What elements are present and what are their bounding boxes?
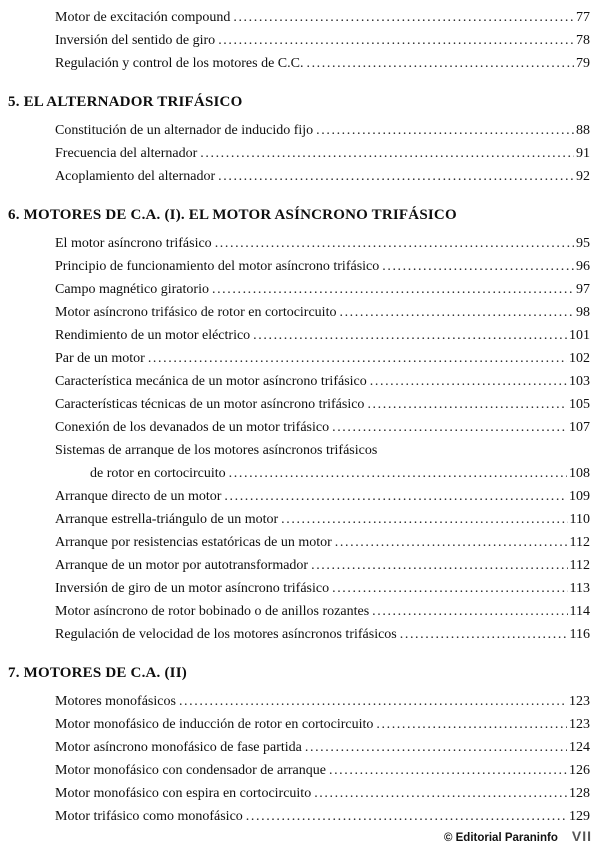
entry-page-number: 79	[576, 56, 590, 71]
entry-page-number: 123	[569, 717, 590, 732]
dot-leader	[253, 324, 567, 347]
toc-entry	[8, 301, 590, 324]
toc-entry	[8, 370, 590, 393]
entry-page-number: 101	[569, 328, 590, 343]
dot-leader	[246, 805, 567, 828]
dot-leader	[200, 142, 574, 165]
entry-title: Acoplamiento del alternador	[55, 169, 216, 184]
entry-page-number: 108	[569, 466, 590, 481]
entry-page-number: 98	[576, 305, 590, 320]
toc-entry	[8, 29, 590, 52]
toc-section	[8, 204, 590, 646]
entry-page-number: 107	[569, 420, 590, 435]
copyright-notice: © Editorial Paraninfo	[443, 832, 558, 844]
dot-leader	[376, 713, 567, 736]
entry-title: Arranque directo de un motor	[55, 489, 222, 504]
dot-leader	[148, 347, 567, 370]
entry-title: Inversión de giro de un motor asíncrono trifásico	[55, 581, 330, 596]
toc-sections	[8, 6, 590, 828]
entry-title: Arranque estrella-triángulo de un motor	[55, 512, 279, 527]
entry-page-number: 103	[569, 374, 590, 389]
dot-leader	[372, 600, 567, 623]
chapter-heading: 6. MOTORES DE C.A. (I). EL MOTOR ASÍNCRONO TRIFÁSICO	[8, 207, 457, 223]
entry-page-number: 96	[576, 259, 590, 274]
toc-entry	[8, 782, 590, 805]
toc-entry	[8, 165, 590, 188]
dot-leader	[212, 278, 574, 301]
toc-entry	[8, 623, 590, 646]
entry-page-number: 126	[569, 763, 590, 778]
dot-leader	[215, 232, 574, 255]
dot-leader	[400, 623, 568, 646]
entry-title: Características técnicas de un motor asíncrono trifásico	[55, 397, 365, 412]
entry-title: Campo magnético giratorio	[55, 282, 209, 297]
chapter-heading: 5. EL ALTERNADOR TRIFÁSICO	[8, 94, 243, 110]
dot-leader	[311, 554, 567, 577]
entry-title: Constitución de un alternador de inducido fijo	[55, 123, 314, 138]
entry-page-number: 95	[576, 236, 590, 251]
entry-page-number: 88	[576, 123, 590, 138]
dot-leader	[179, 690, 567, 713]
toc-entry	[8, 690, 590, 713]
entry-page-number: 91	[576, 146, 590, 161]
toc-entry	[8, 347, 590, 370]
entry-title: Característica mecánica de un motor asíncrono trifásico	[55, 374, 367, 389]
toc-entry	[8, 232, 590, 255]
entry-title: El motor asíncrono trifásico	[55, 236, 212, 251]
entry-page-number: 110	[569, 512, 590, 527]
toc-entry	[8, 6, 590, 29]
entry-page-number: 105	[569, 397, 590, 412]
entry-title: Motor monofásico de inducción de rotor en cortocircuito	[55, 717, 374, 732]
entry-title: Motor de excitación compound	[55, 10, 231, 25]
entry-page-number: 116	[569, 627, 590, 642]
toc-entry	[8, 278, 590, 301]
dot-leader	[306, 52, 574, 75]
toc-entry	[8, 805, 590, 828]
entry-page-number: 114	[569, 604, 590, 619]
entry-page-number: 109	[569, 489, 590, 504]
entry-title: Frecuencia del alternador	[55, 146, 198, 161]
entry-page-number: 128	[569, 786, 590, 801]
dot-leader	[367, 393, 567, 416]
page-footer	[444, 828, 592, 844]
toc-entry	[8, 600, 590, 623]
entry-title: Par de un motor	[55, 351, 145, 366]
entry-page-number: 97	[576, 282, 590, 297]
toc-entry	[8, 554, 590, 577]
toc-entry	[8, 393, 590, 416]
entry-title: Motor trifásico como monofásico	[55, 809, 243, 824]
entry-title: Motor asíncrono monofásico de fase partida	[55, 740, 302, 755]
toc-entry	[8, 142, 590, 165]
dot-leader	[339, 301, 574, 324]
dot-leader	[316, 119, 574, 142]
toc-section	[8, 91, 590, 188]
toc-entry-continuation	[8, 462, 590, 485]
dot-leader	[218, 29, 574, 52]
entry-title-continued: de rotor en cortocircuito	[90, 466, 226, 481]
entry-page-number: 77	[576, 10, 590, 25]
entry-title: Rendimiento de un motor eléctrico	[55, 328, 251, 343]
entry-title: Inversión del sentido de giro	[55, 33, 216, 48]
toc-entry	[8, 759, 590, 782]
toc-entry	[8, 255, 590, 278]
page-number: VII	[571, 828, 592, 844]
toc-entry	[8, 324, 590, 347]
dot-leader	[229, 462, 567, 485]
dot-leader	[233, 6, 574, 29]
entry-title: Regulación y control de los motores de C.C.	[55, 56, 304, 71]
entry-page-number: 78	[576, 33, 590, 48]
dot-leader	[332, 416, 567, 439]
dot-leader	[382, 255, 574, 278]
entry-title: Principio de funcionamiento del motor asíncrono trifásico	[55, 259, 380, 274]
entry-page-number: 112	[569, 535, 590, 550]
toc-section	[8, 6, 590, 75]
toc-entry	[8, 531, 590, 554]
toc-entry	[8, 119, 590, 142]
entry-title: Regulación de velocidad de los motores asíncronos trifásicos	[55, 627, 397, 642]
entry-page-number: 112	[569, 558, 590, 573]
toc-entry	[8, 439, 590, 462]
chapter-heading: 7. MOTORES DE C.A. (II)	[8, 665, 187, 681]
dot-leader	[314, 782, 567, 805]
dot-leader	[370, 370, 567, 393]
toc-entry	[8, 736, 590, 759]
toc-entry	[8, 577, 590, 600]
dot-leader	[332, 577, 567, 600]
toc-entry	[8, 485, 590, 508]
dot-leader	[305, 736, 567, 759]
dot-leader	[329, 759, 567, 782]
entry-title: Motores monofásicos	[55, 694, 176, 709]
entry-title: Arranque de un motor por autotransformador	[55, 558, 309, 573]
entry-page-number: 113	[569, 581, 590, 596]
entry-page-number: 92	[576, 169, 590, 184]
dot-leader	[224, 485, 567, 508]
entry-title: Motor asíncrono trifásico de rotor en cortocircuito	[55, 305, 337, 320]
toc-entry	[8, 713, 590, 736]
toc-entry	[8, 416, 590, 439]
entry-page-number: 124	[569, 740, 590, 755]
entry-page-number: 102	[569, 351, 590, 366]
entry-page-number: 123	[569, 694, 590, 709]
entry-title: Sistemas de arranque de los motores asíncronos trifásicos	[55, 443, 378, 458]
toc-entry	[8, 508, 590, 531]
entry-title: Motor monofásico con condensador de arranque	[55, 763, 326, 778]
dot-leader	[218, 165, 574, 188]
entry-title: Motor asíncrono de rotor bobinado o de anillos rozantes	[55, 604, 370, 619]
dot-leader	[335, 531, 568, 554]
toc-entry	[8, 52, 590, 75]
entry-page-number: 129	[569, 809, 590, 824]
entry-title: Motor monofásico con espira en cortocircuito	[55, 786, 312, 801]
dot-leader	[281, 508, 567, 531]
entry-title: Arranque por resistencias estatóricas de un motor	[55, 535, 332, 550]
toc-section	[8, 662, 590, 828]
entry-title: Conexión de los devanados de un motor trifásico	[55, 420, 330, 435]
